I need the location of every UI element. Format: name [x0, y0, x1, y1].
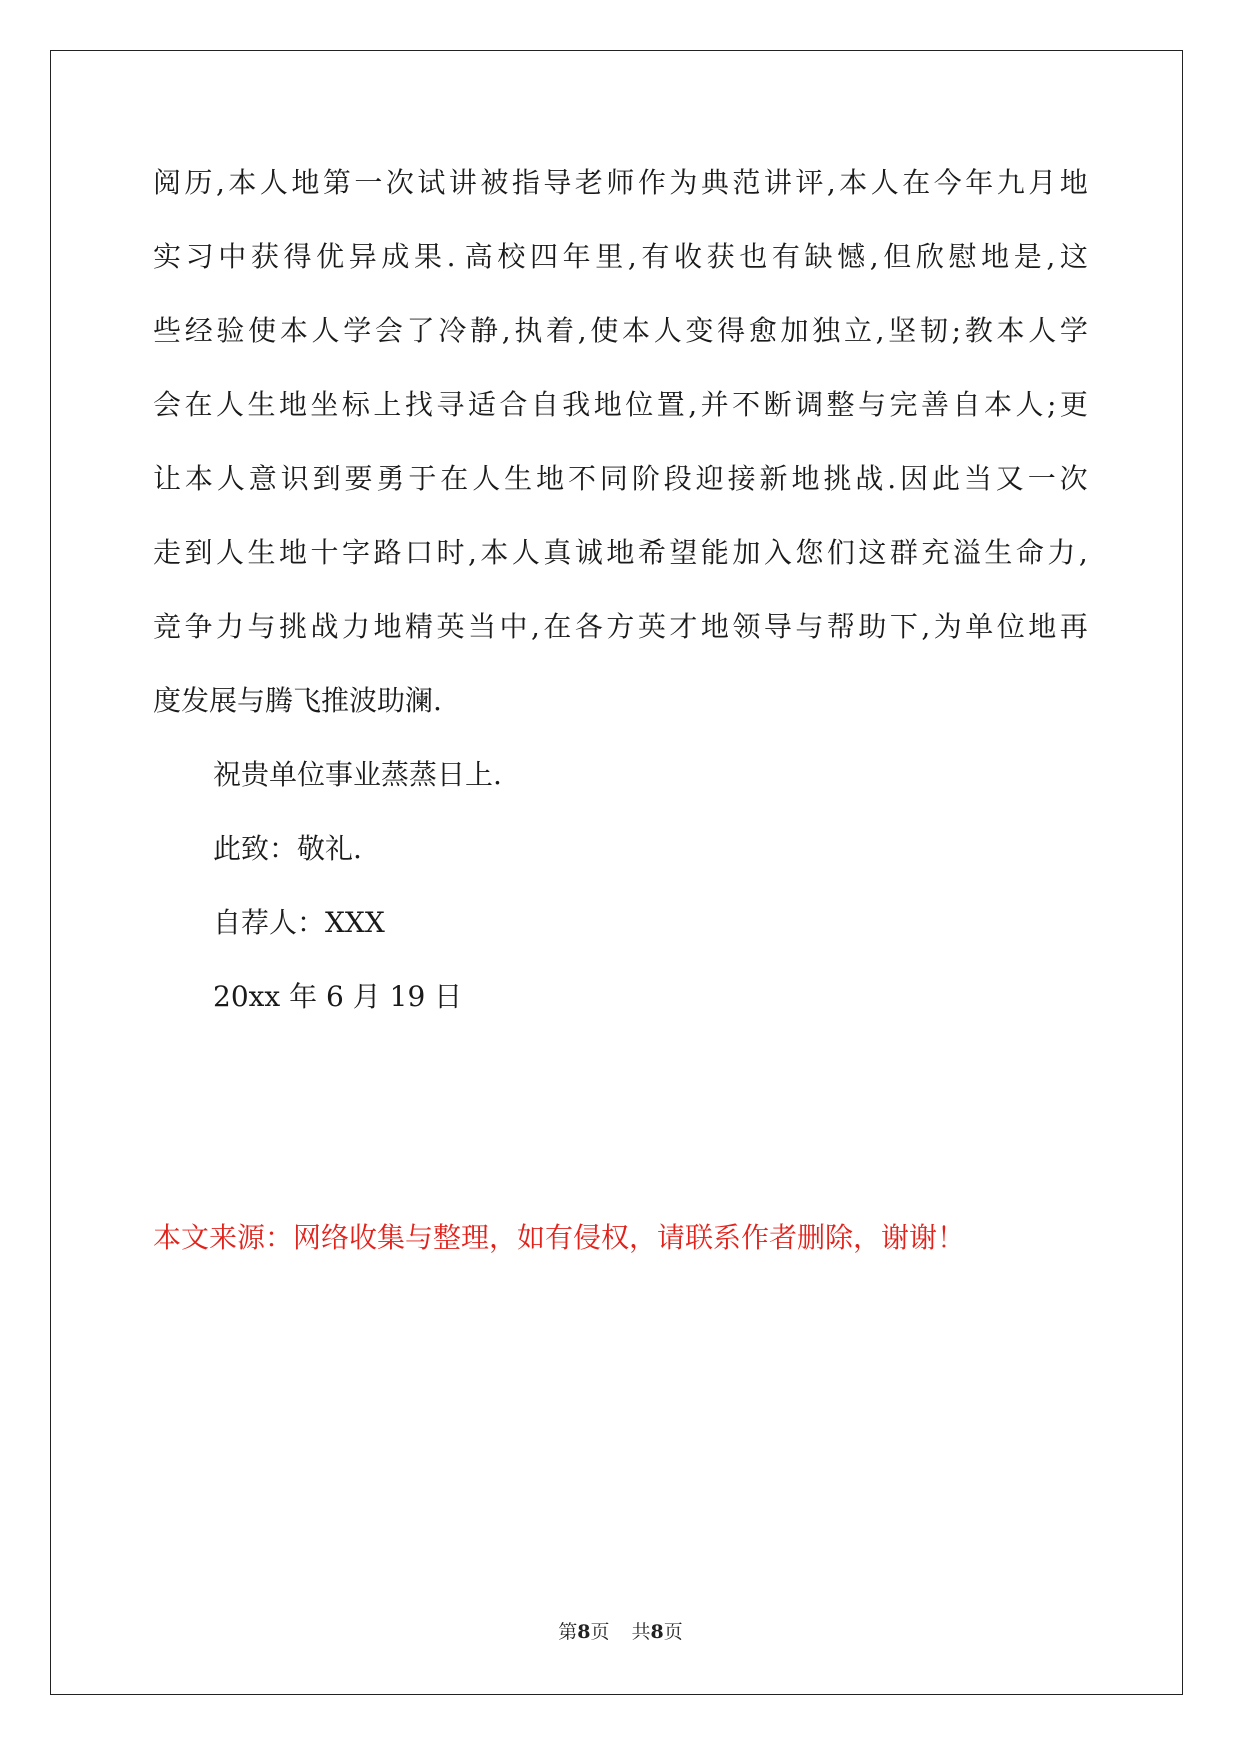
total-prefix: 共 — [631, 1621, 651, 1643]
paragraph-line: 会 在 人 生 地 坐 标 上 找 寻 适 合 自 我 地 位 置 , 并 不 断 调 整 与 完 善 自 本 人 ; 更 — [153, 388, 1088, 421]
paragraph-line: 些 经 验 使 本 人 学 会 了 冷 静 , 执 着 , 使 本 人 变 得 愈 加 独 立 , 坚 韧 ; 教 本 人 学 — [153, 314, 1088, 347]
total-suffix: 页 — [663, 1621, 683, 1643]
paragraph-line: 走 到 人 生 地 十 字 路 口 时 , 本 人 真 诚 地 希 望 能 加 入 您 们 这 群 充 溢 生 命 力 , — [153, 536, 1088, 569]
total-pages-number: 8 — [650, 1621, 664, 1643]
paragraph-line: 实 习 中 获 得 优 异 成 果 . 高 校 四 年 里 , 有 收 获 也 有 缺 憾 , 但 欣 慰 地 是 , 这 — [153, 240, 1088, 273]
paragraph-line: 阅 历 , 本 人 地 第 一 次 试 讲 被 指 导 老 师 作 为 典 范 讲 评 , 本 人 在 今 年 九 月 地 — [153, 166, 1088, 199]
source-note: 本文来源：网络收集与整理，如有侵权，请联系作者删除，谢谢！ — [153, 1221, 966, 1254]
page-suffix: 页 — [590, 1621, 610, 1643]
salutation: 此致：敬礼. — [213, 832, 362, 865]
page-footer — [0, 1620, 1241, 1644]
paragraph-line: 让 本 人 意 识 到 要 勇 于 在 人 生 地 不 同 阶 段 迎 接 新 地 挑 战 . 因 此 当 又 一 次 — [153, 462, 1088, 495]
letter-body — [153, 158, 1088, 1046]
paragraph-line-last: 度发展与腾飞推波助澜. — [153, 684, 442, 717]
paragraph-line: 竞 争 力 与 挑 战 力 地 精 英 当 中 , 在 各 方 英 才 地 领 导 与 帮 助 下 , 为 单 位 地 再 — [153, 610, 1088, 643]
page-prefix: 第 — [558, 1621, 578, 1643]
closing-wish: 祝贵单位事业蒸蒸日上. — [213, 758, 502, 791]
signature: 自荐人：XXX — [213, 906, 385, 939]
current-page-number: 8 — [577, 1621, 591, 1643]
date: 20xx 年 6 月 19 日 — [213, 980, 463, 1013]
